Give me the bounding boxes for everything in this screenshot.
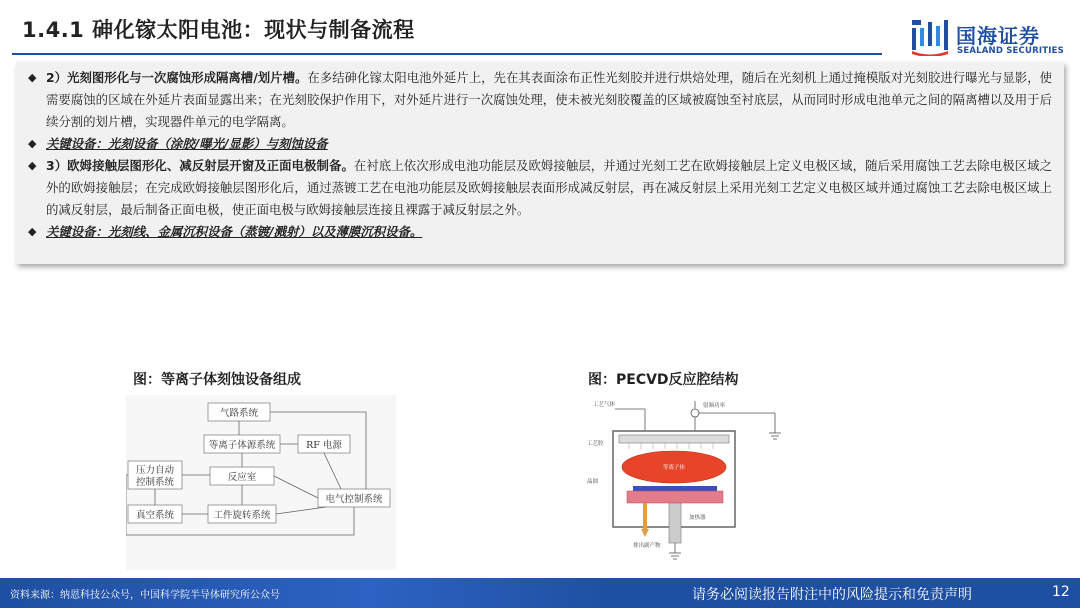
rotation-system-label: 工件旋转系统 [213, 510, 271, 521]
diamond-bullet-icon: ◆ [28, 71, 37, 84]
electric-control-label: 电气控制系统 [325, 494, 383, 505]
logo-english-name: SEALAND SECURITIES [957, 46, 1064, 56]
key-equipment-1-text: 关键设备：光刻设备（涂胶/曝光/显影）与刻蚀设备 [46, 136, 328, 151]
step-2-heading: 2）光刻图形化与一次腐蚀形成隔离槽/划片槽。 [46, 70, 308, 85]
gas-system-label: 气路系统 [219, 408, 259, 419]
rf-power-label: RF 电源 [306, 440, 342, 451]
wafer [633, 486, 717, 491]
sealand-logo-icon [910, 18, 950, 56]
step-3-paragraph [28, 155, 1052, 221]
vacuum-system-label: 真空系统 [135, 510, 175, 521]
key-equipment-2-text: 关键设备：光刻线、金属沉积设备（蒸镀/溅射）以及薄膜沉积设备。 [46, 224, 423, 239]
plasma-source-label: 等离子体源系统 [208, 440, 276, 451]
page-title: 1.4.1 砷化镓太阳电池：现状与制备流程 [22, 18, 415, 42]
step-2-body: 在多结砷化镓太阳电池外延片上，先在其表面涂布正性光刻胶并进行烘焙处理，随后在光刻机上通过掩模版对光刻胶进行曝光与显影，使需要腐蚀的区域在外延片表面显露出来；在光刻胶保护作用下，对外延片进行一次腐蚀处理，使未被光刻胶覆盖的区域被腐蚀至衬底层，从而同时形成电池单元之间的隔离槽以及用于后续分割的划片槽，实现器件单元的电学隔离。 [46, 70, 1053, 129]
heater-label: 加热器 [689, 515, 706, 521]
diamond-bullet-icon: ◆ [28, 159, 37, 172]
step-2-paragraph [28, 67, 1052, 133]
support-shaft [669, 503, 681, 543]
showerhead-electrode [619, 435, 729, 443]
footer-bar [0, 578, 1080, 608]
pressure-control-label-2: 控制系统 [135, 477, 175, 488]
exhaust-pipe [643, 503, 647, 529]
data-source: 资料来源：纳恩科技公众号，中国科学院半导体研究所公众号 [10, 590, 280, 601]
diamond-bullet-icon: ◆ [28, 137, 37, 150]
diamond-bullet-icon: ◆ [28, 225, 37, 238]
key-equipment-2 [28, 221, 1052, 243]
logo-chinese-name: 国海证券 [956, 24, 1040, 48]
heater-platform [627, 491, 723, 503]
page-number: 12 [1052, 584, 1070, 600]
reaction-chamber-label: 反应室 [227, 472, 257, 483]
process-gas-label: 工艺气体 [593, 402, 616, 408]
content-box [16, 62, 1064, 264]
exhaust-label: 排出副产物 [633, 543, 661, 549]
step-3-body: 在衬底上依次形成电池功能层及欧姆接触层，并通过光刻工艺在欧姆接触层上定义电极区域，随后采用腐蚀工艺去除电极区域之外的欧姆接触层；在完成欧姆接触层图形化后，通过蒸镀工艺在电池功能层及欧姆接触层表面形成减反射层，再在减反射层上采用光刻工艺定义电极区域并通过腐蚀工艺去除电极区域上的减反射层，最后制备正面电极，使正面电极与欧姆接触层连接且裸露于减反射层之外。 [46, 158, 1053, 217]
disclaimer-text: 请务必阅读报告附注中的风险提示和免责声明 [692, 587, 972, 603]
pressure-control-label-1: 压力自动 [135, 465, 175, 476]
figure-1-caption: 图：等离子体刻蚀设备组成 [133, 372, 301, 388]
step-3-heading: 3）欧姆接触层图形化、减反射层开窗及正面电极制备。 [46, 158, 354, 173]
plasma-etch-diagram [126, 395, 396, 570]
title-divider [12, 53, 882, 55]
process-chamber-label: 工艺腔 [587, 441, 604, 447]
company-logo [910, 18, 1064, 60]
plasma-label: 等离子体 [662, 465, 686, 471]
figure-2-caption: 图：PECVD反应腔结构 [588, 372, 739, 388]
rf-power-label: 射频功率 [703, 403, 726, 409]
pecvd-chamber-diagram [585, 393, 800, 575]
wafer-label: 晶圆 [587, 479, 599, 485]
key-equipment-1 [28, 133, 1052, 155]
